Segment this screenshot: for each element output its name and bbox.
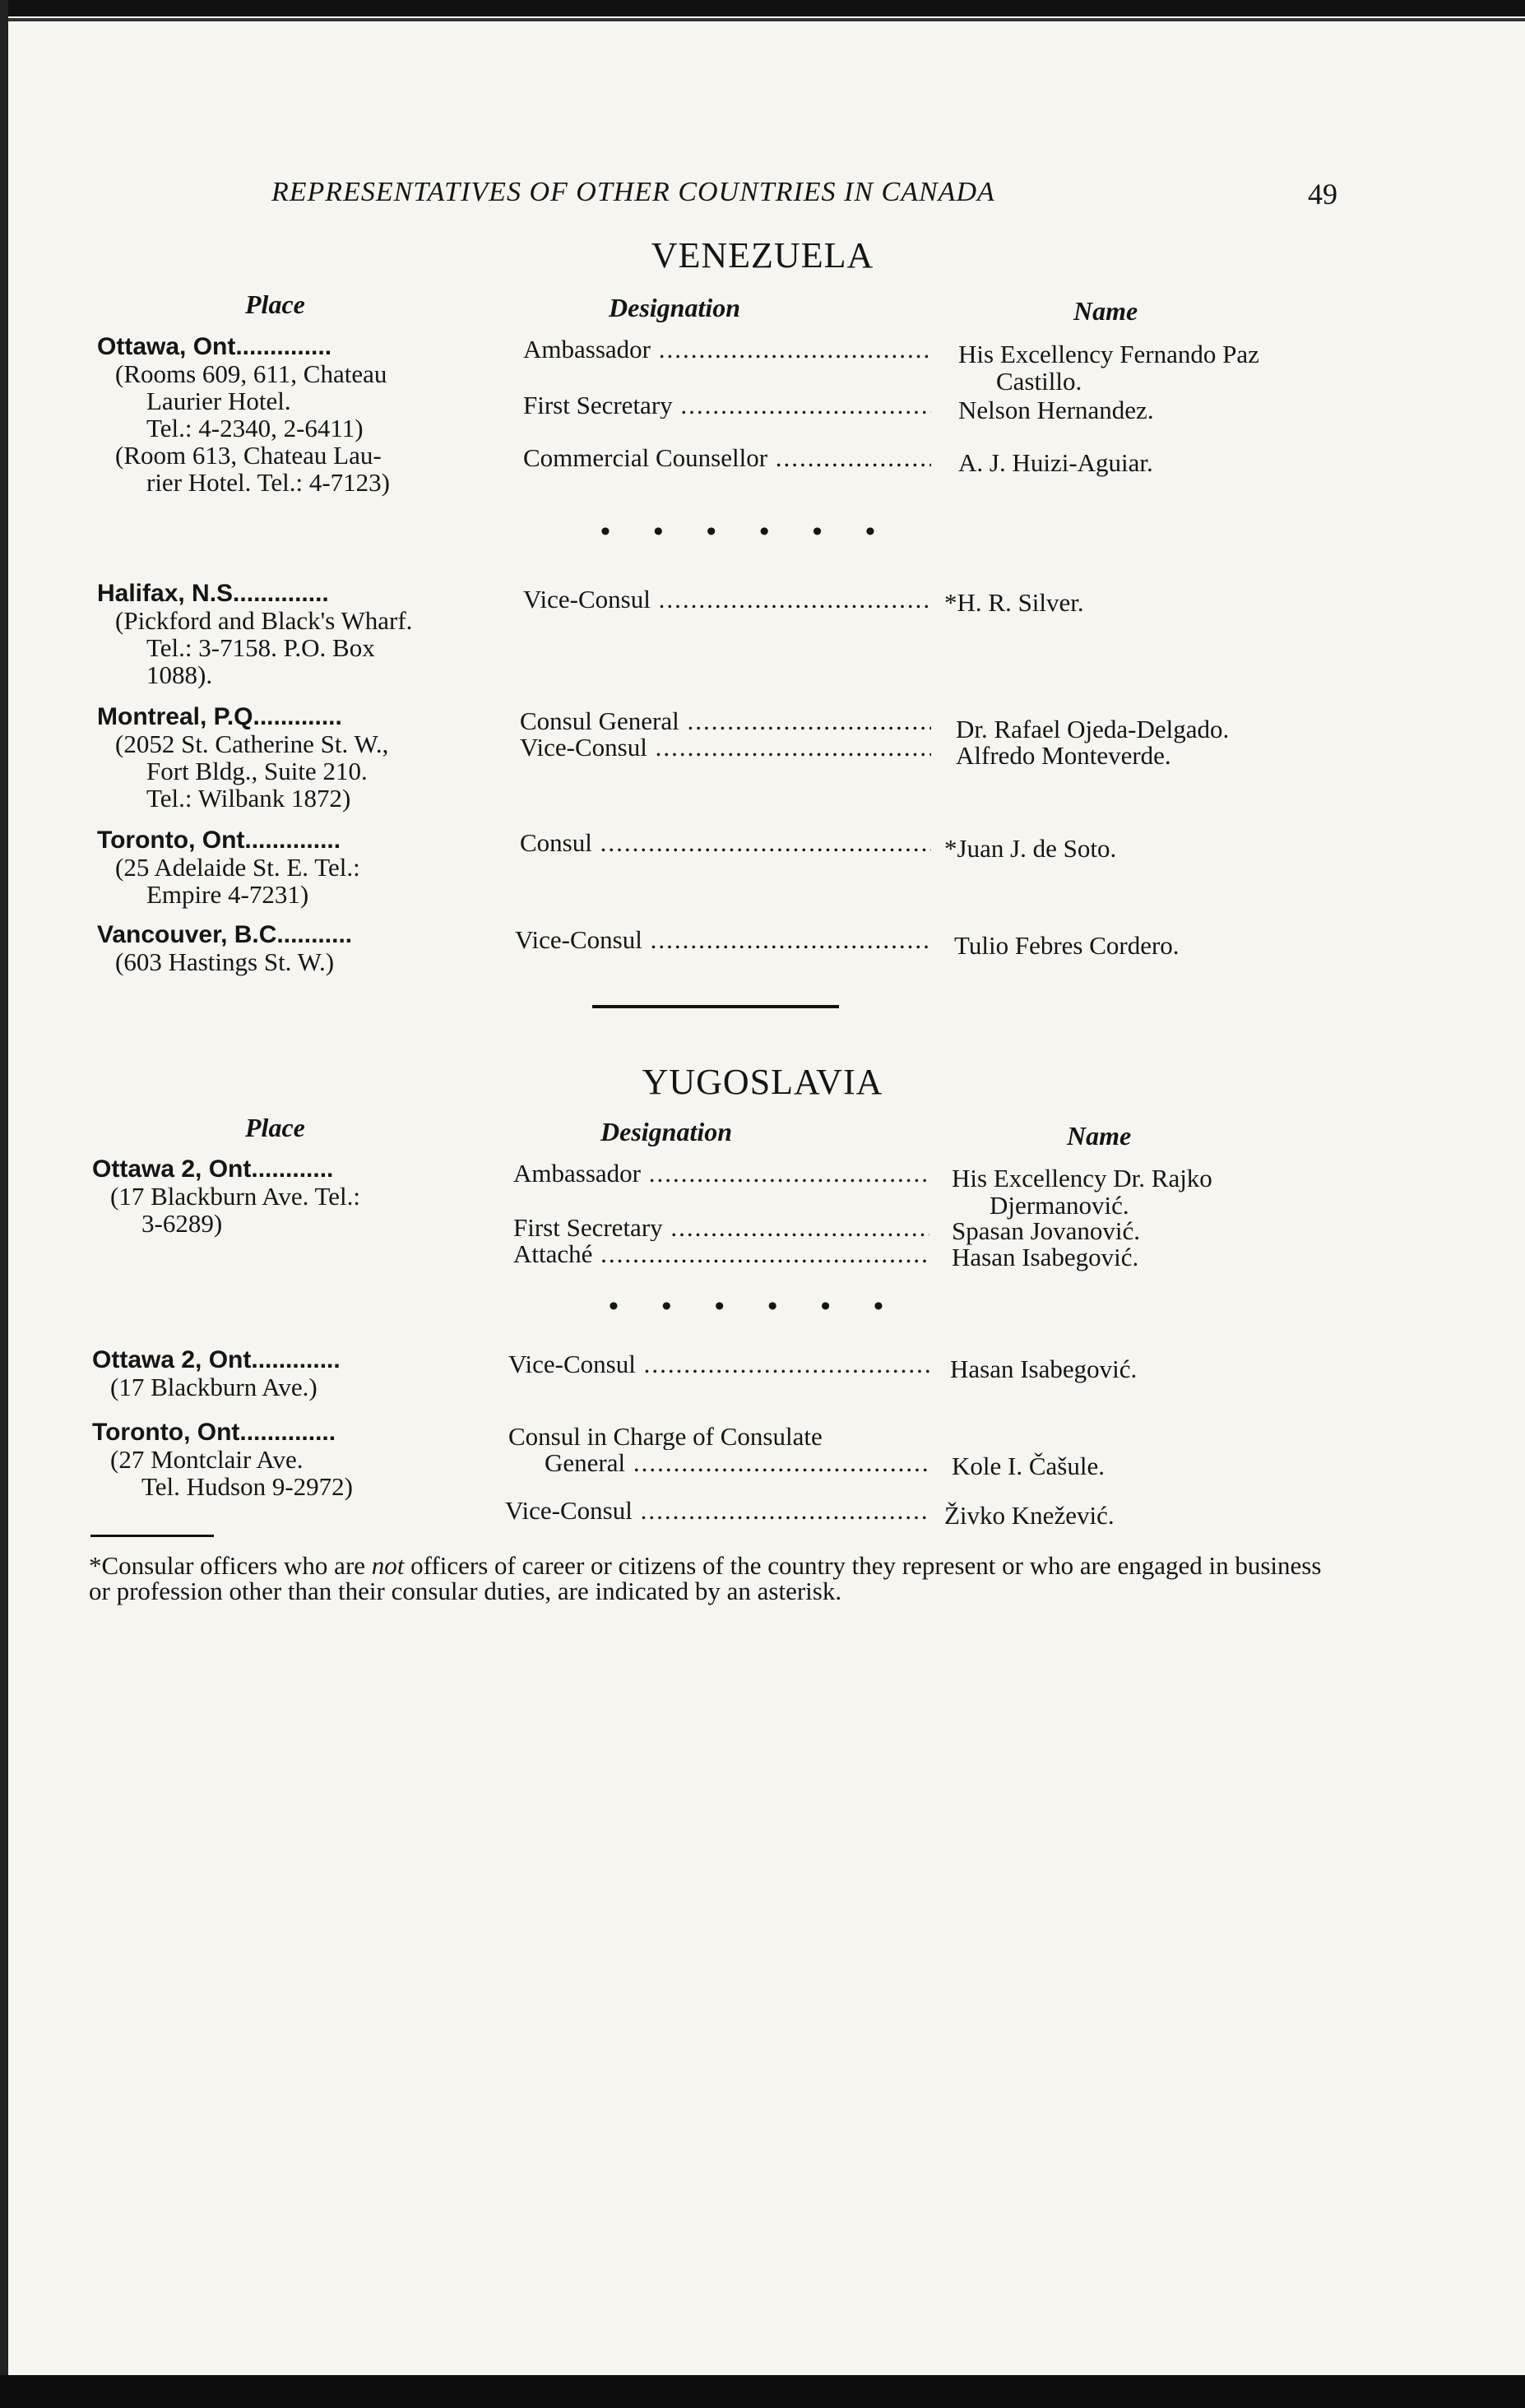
country-title-venezuela: VENEZUELA xyxy=(651,235,874,276)
place-venezuela-halifax xyxy=(97,580,500,688)
scan-top-border xyxy=(0,0,1525,16)
name-line: His Excellency Fernando Paz xyxy=(958,340,1259,368)
place-venezuela-toronto xyxy=(97,827,500,908)
name-first-secretary: Nelson Hernandez. xyxy=(958,396,1154,424)
city-name: Toronto, Ont.............. xyxy=(92,1419,336,1446)
address-line: Empire 4-7231) xyxy=(146,880,309,909)
city-name: Ottawa 2, Ont............. xyxy=(92,1346,341,1373)
scan-bottom-border xyxy=(0,2375,1525,2408)
name-ambassador xyxy=(958,340,1353,395)
designation-vice-consul: Vice-Consul ..... xyxy=(508,1350,929,1378)
designation-first-secretary: First Secretary ..... xyxy=(523,391,931,419)
designation-consul: Consul ..... xyxy=(520,829,931,856)
country-title-yugoslavia: YUGOSLAVIA xyxy=(642,1062,883,1102)
address-line: Fort Bldg., Suite 210. xyxy=(146,757,368,785)
designation-ambassador: Ambassador ..... xyxy=(513,1160,929,1187)
address-line: (17 Blackburn Ave.) xyxy=(110,1373,318,1401)
footnote-rule xyxy=(90,1535,214,1537)
address-line: 3-6289) xyxy=(141,1209,223,1238)
place-yugoslavia-toronto xyxy=(92,1419,495,1500)
column-head-designation: Designation xyxy=(600,1117,733,1146)
address-line: (Pickford and Black's Wharf. xyxy=(115,606,413,635)
designation-vice-consul: Vice-Consul ..... xyxy=(515,926,931,953)
designation-vice-consul: Vice-Consul ..... xyxy=(505,1497,929,1524)
designation-consul-general: Consul General ..... xyxy=(520,707,931,734)
city-name: Ottawa, Ont.............. xyxy=(97,333,332,360)
name-line: Djermanović. xyxy=(990,1191,1129,1220)
address-line: Laurier Hotel. xyxy=(146,387,291,415)
designation-vice-consul: Vice-Consul ..... xyxy=(520,734,931,761)
designation-first-secretary: First Secretary ..... xyxy=(513,1214,929,1241)
place-venezuela-montreal xyxy=(97,703,500,812)
address-line: (Room 613, Chateau Lau- xyxy=(115,441,382,470)
address-line: (17 Blackburn Ave. Tel.: xyxy=(110,1182,361,1211)
address-line: Tel. Hudson 9-2972) xyxy=(141,1472,353,1501)
name-attache: Hasan Isabegović. xyxy=(952,1243,1139,1271)
name-vice-consul: Živko Knežević. xyxy=(944,1501,1115,1530)
scan-top-border-line xyxy=(0,18,1525,21)
place-venezuela-ottawa xyxy=(97,333,500,496)
footnote xyxy=(89,1553,1339,1604)
address-line: (2052 St. Catherine St. W., xyxy=(115,729,389,758)
city-name: Toronto, Ont.............. xyxy=(97,827,341,854)
city-name: Vancouver, B.C........... xyxy=(97,921,353,948)
address-line: rier Hotel. Tel.: 4-7123) xyxy=(146,468,390,497)
designation-ambassador: Ambassador ..... xyxy=(523,336,931,363)
address-line: Tel.: Wilbank 1872) xyxy=(146,784,351,813)
place-yugoslavia-ottawa-2 xyxy=(92,1346,495,1401)
name-commercial-counsellor: A. J. Huizi-Aguiar. xyxy=(958,448,1153,477)
address-line: Tel.: 3-7158. P.O. Box xyxy=(146,633,375,662)
footnote-text: *Consular officers who are xyxy=(89,1551,372,1580)
column-head-designation: Designation xyxy=(609,293,741,322)
city-name: Montreal, P.Q............. xyxy=(97,703,342,730)
address-line: 1088). xyxy=(146,660,213,689)
page-number: 49 xyxy=(1308,178,1337,211)
name-consul-in-charge: Kole I. Čašule. xyxy=(952,1452,1105,1480)
designation-vice-consul: Vice-Consul ..... xyxy=(523,586,931,613)
column-head-place: Place xyxy=(245,289,305,319)
address-line: (Rooms 609, 611, Chateau xyxy=(115,359,387,388)
address-line: (25 Adelaide St. E. Tel.: xyxy=(115,853,360,882)
designation-consul-in-charge-cont: General ..... xyxy=(545,1449,929,1476)
footnote-text: officers of career or citizens of the country they represent or who are engaged in business or profession other than their consular duties, are indicated by an asterisk. xyxy=(89,1551,1322,1605)
section-separator: • • • • • • xyxy=(600,516,893,547)
name-vice-consul: Alfredo Monteverde. xyxy=(956,741,1171,770)
address-line: Tel.: 4-2340, 2-6411) xyxy=(146,414,364,442)
city-name: Ottawa 2, Ont............ xyxy=(92,1155,334,1183)
column-head-place: Place xyxy=(245,1113,305,1142)
place-venezuela-vancouver xyxy=(97,921,500,975)
name-ambassador xyxy=(952,1165,1347,1219)
name-consul-general: Dr. Rafael Ojeda-Delgado. xyxy=(956,715,1230,743)
place-yugoslavia-ottawa xyxy=(92,1155,495,1237)
designation-attache: Attaché ..... xyxy=(513,1240,929,1267)
section-rule xyxy=(592,1005,839,1008)
running-head: REPRESENTATIVES OF OTHER COUNTRIES IN CANADA xyxy=(271,177,995,207)
footnote-emphasis: not xyxy=(371,1551,405,1580)
section-separator: • • • • • • xyxy=(609,1291,902,1322)
name-consul: *Juan J. de Soto. xyxy=(944,834,1117,863)
column-head-name: Name xyxy=(1073,296,1138,326)
name-line: His Excellency Dr. Rajko xyxy=(952,1164,1212,1192)
city-name: Halifax, N.S.............. xyxy=(97,580,329,607)
name-vice-consul: Tulio Febres Cordero. xyxy=(954,931,1180,960)
column-head-name: Name xyxy=(1067,1121,1132,1151)
scan-left-border xyxy=(0,0,8,2408)
name-first-secretary: Spasan Jovanović. xyxy=(952,1216,1141,1245)
address-line: (27 Montclair Ave. xyxy=(110,1445,304,1474)
name-line: Castillo. xyxy=(996,367,1082,396)
designation-commercial-counsellor: Commercial Counsellor ..... xyxy=(523,444,931,471)
name-vice-consul: Hasan Isabegović. xyxy=(950,1354,1138,1383)
name-vice-consul: *H. R. Silver. xyxy=(944,588,1084,617)
designation-consul-in-charge: Consul in Charge of Consulate xyxy=(508,1423,823,1450)
address-line: (603 Hastings St. W.) xyxy=(115,947,335,976)
